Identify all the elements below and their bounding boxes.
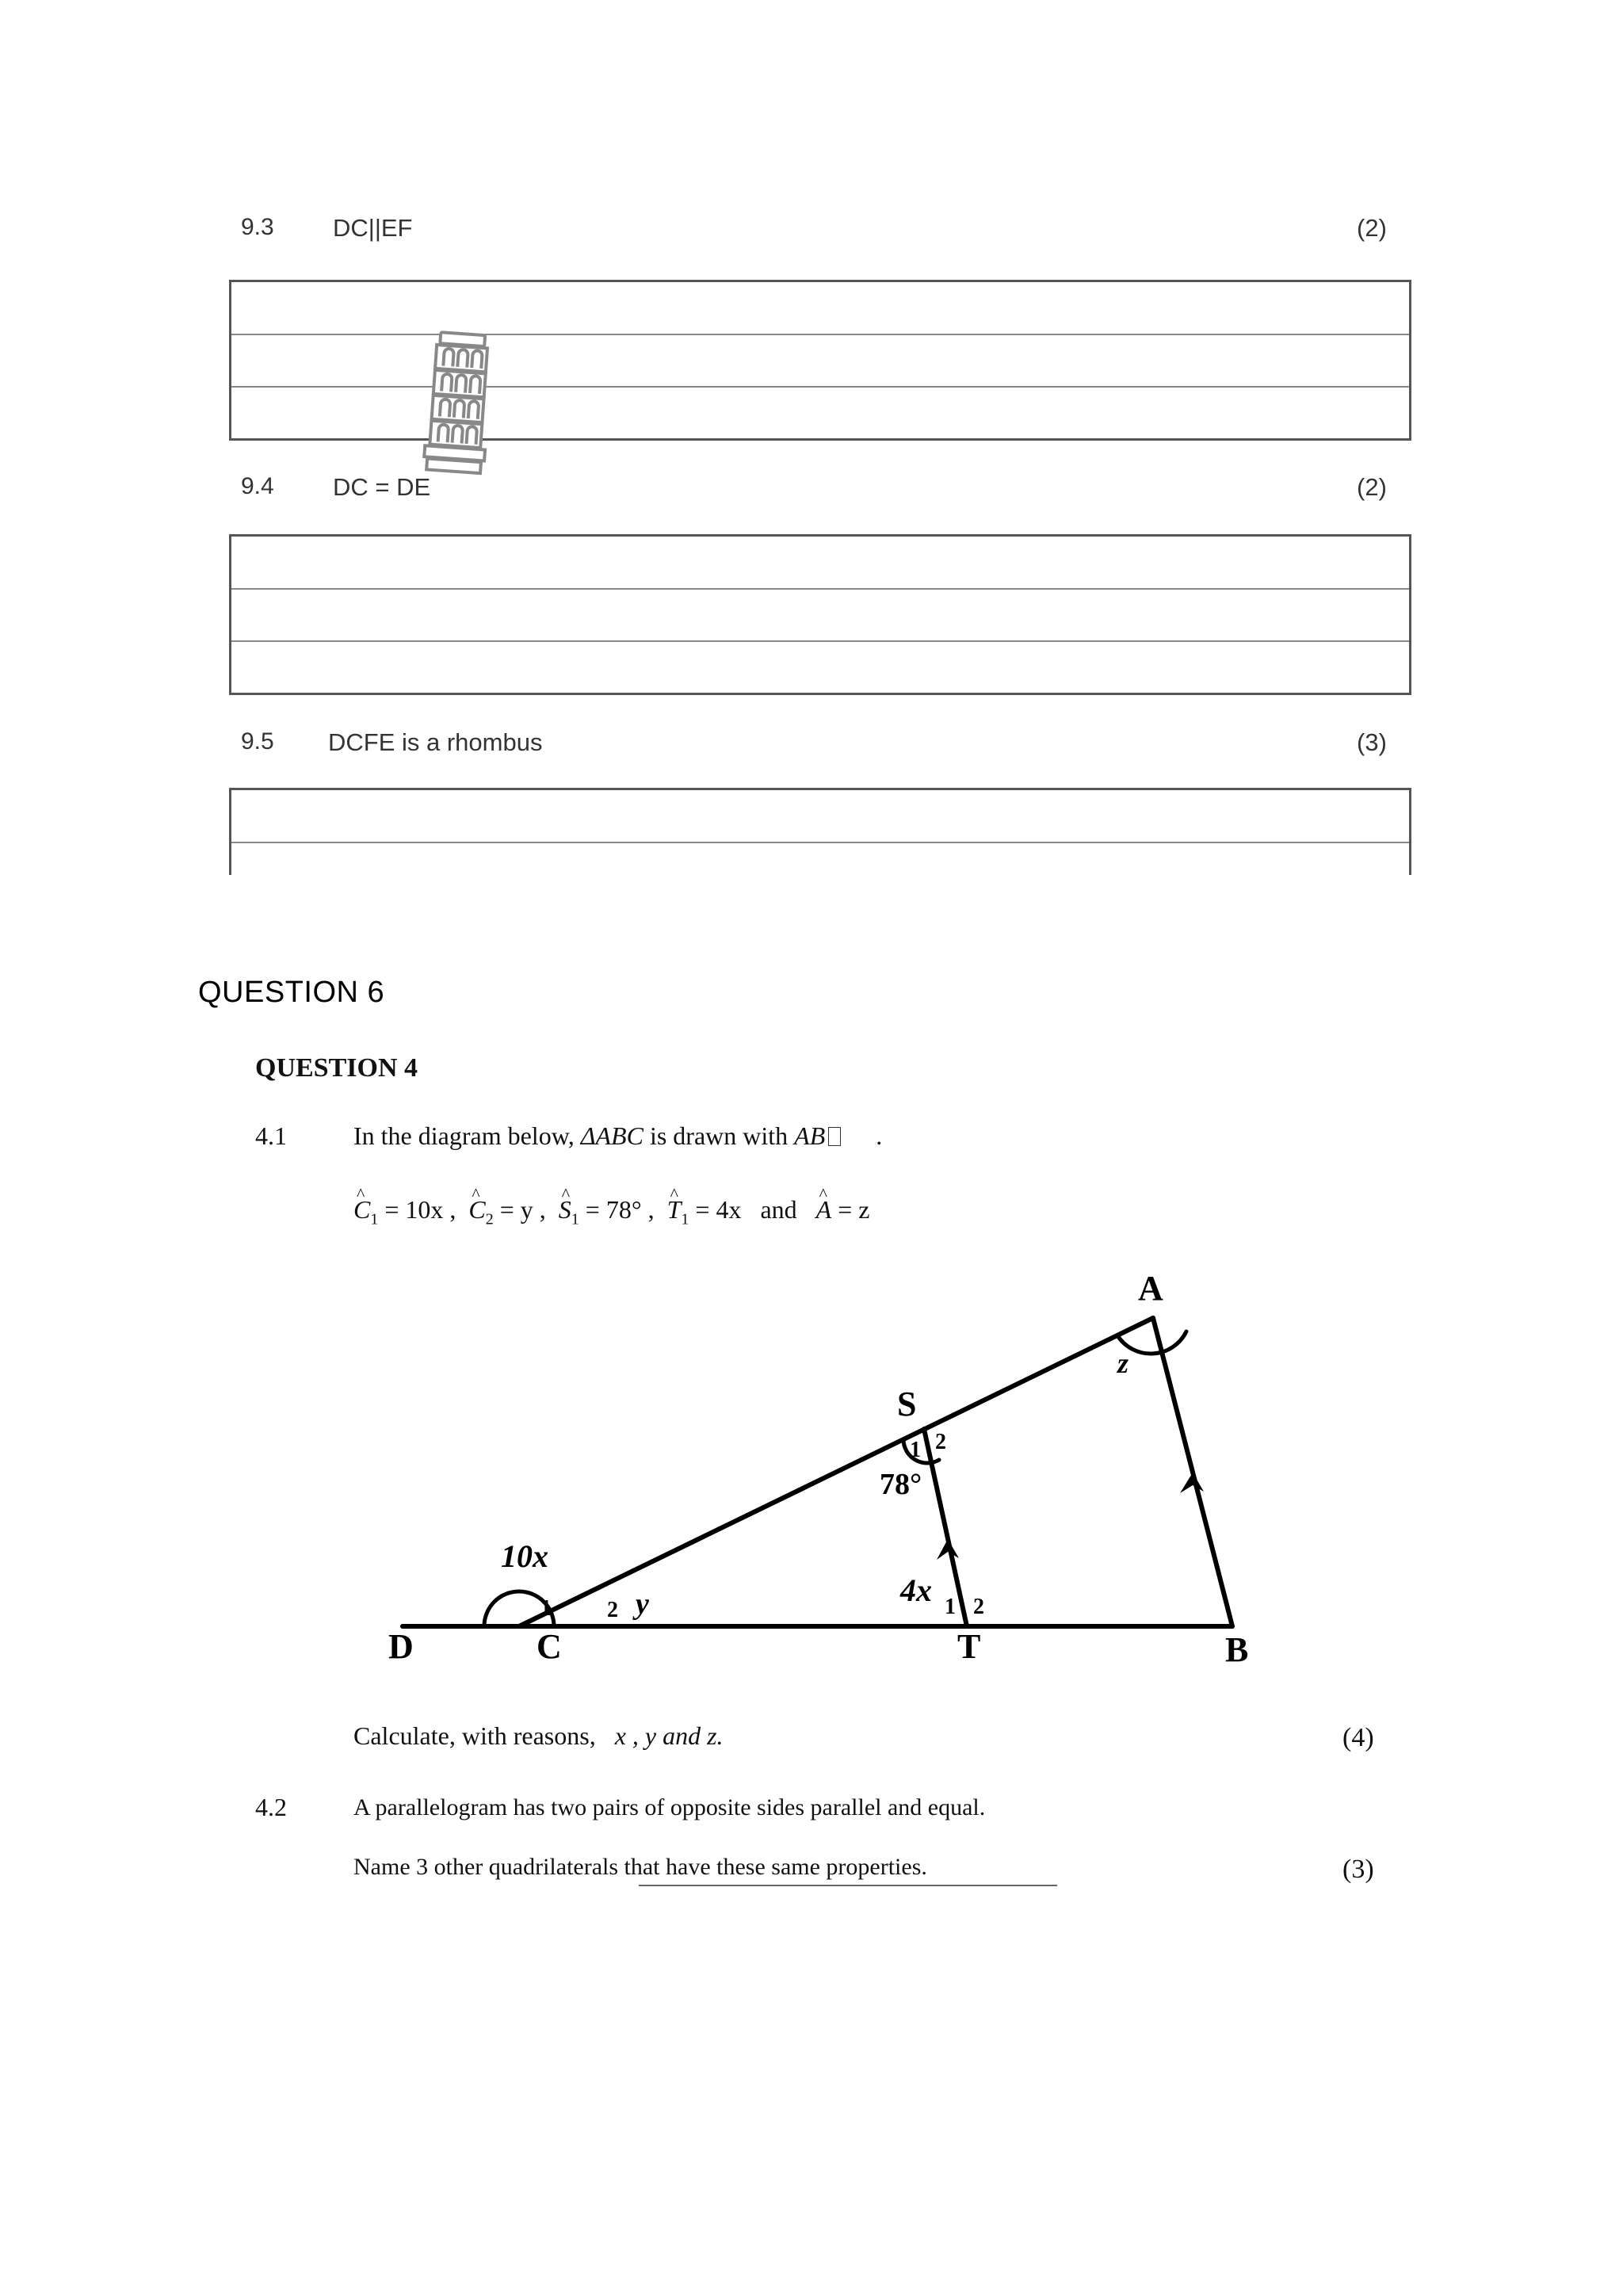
label-c: C [537,1627,562,1666]
label-4x: 4x [900,1572,932,1608]
angle-s1: ^ S [559,1195,571,1224]
label-t1: 1 [945,1595,956,1619]
q4-2-line1: A parallelogram has two pairs of opposite sides parallel and equal. [353,1794,986,1820]
label-s1: 1 [910,1438,921,1462]
arrow-st [937,1539,959,1560]
label-t2: 2 [973,1595,984,1619]
q9-4-marks: (2) [1357,473,1387,501]
answer-underline [639,1885,1057,1886]
angle-c1: ^ C [353,1195,370,1224]
q4-1-calculate: Calculate, with reasons, x , y and z. [353,1721,724,1750]
angle-a: ^ A [816,1195,832,1224]
triangle-abc: ΔABC [580,1121,643,1150]
q4-2-marks: (3) [1342,1855,1374,1884]
label-a: A [1138,1269,1163,1308]
q4-1-number: 4.1 [255,1121,287,1150]
q9-3-marks: (2) [1357,214,1387,242]
q9-5-marks: (3) [1357,728,1387,756]
label-t: T [957,1627,981,1666]
label-s2: 2 [935,1430,946,1454]
q4-2-number: 4.2 [255,1793,287,1821]
angle-t1: ^ T [667,1195,682,1224]
label-b: B [1225,1630,1249,1669]
label-z: z [1117,1347,1129,1379]
arc-s1 [903,1439,939,1463]
label-c1: 1 [540,1596,552,1621]
label-c2: 2 [607,1598,618,1622]
line-ca [519,1318,1153,1626]
label-10x: 10x [501,1538,548,1574]
question-4-heading: QUESTION 4 [255,1053,418,1083]
q4-1-intro-text: In the diagram below, [353,1121,575,1150]
q9-5-text: DCFE is a rhombus [328,728,543,756]
q4-1-intro: In the diagram below, ΔABC is drawn with AB . [353,1121,883,1150]
q9-3-number: 9.3 [241,214,274,240]
q9-5-number: 9.5 [241,728,274,755]
question-6-heading: QUESTION 6 [198,976,385,1009]
angle-c2: ^ C [468,1195,485,1224]
label-s: S [897,1385,917,1423]
q4-1-givens: ^ $C_1 = 10x$ , ^ $C_2 = y$ , ^ $S_1 = 78^\circ$ , ^ $T_1 = 4x$ and ^ A = z [353,1195,869,1228]
arrow-ab [1180,1473,1204,1493]
q9-4-number: 9.4 [241,473,274,499]
q4-1-intro-text-2: is drawn with [649,1121,789,1150]
q4-2-line2: Name 3 other quadrilaterals that have these same properties. [353,1854,927,1880]
line-ab [1153,1318,1232,1626]
q9-3-text: DC||EF [333,214,413,242]
label-78deg: 78° [880,1468,922,1501]
q4-1-marks: (4) [1342,1723,1374,1752]
side-ab: AB [794,1121,826,1150]
label-d: D [388,1627,414,1666]
label-y: y [636,1587,649,1621]
q9-4-text: DC = DE [333,473,431,501]
